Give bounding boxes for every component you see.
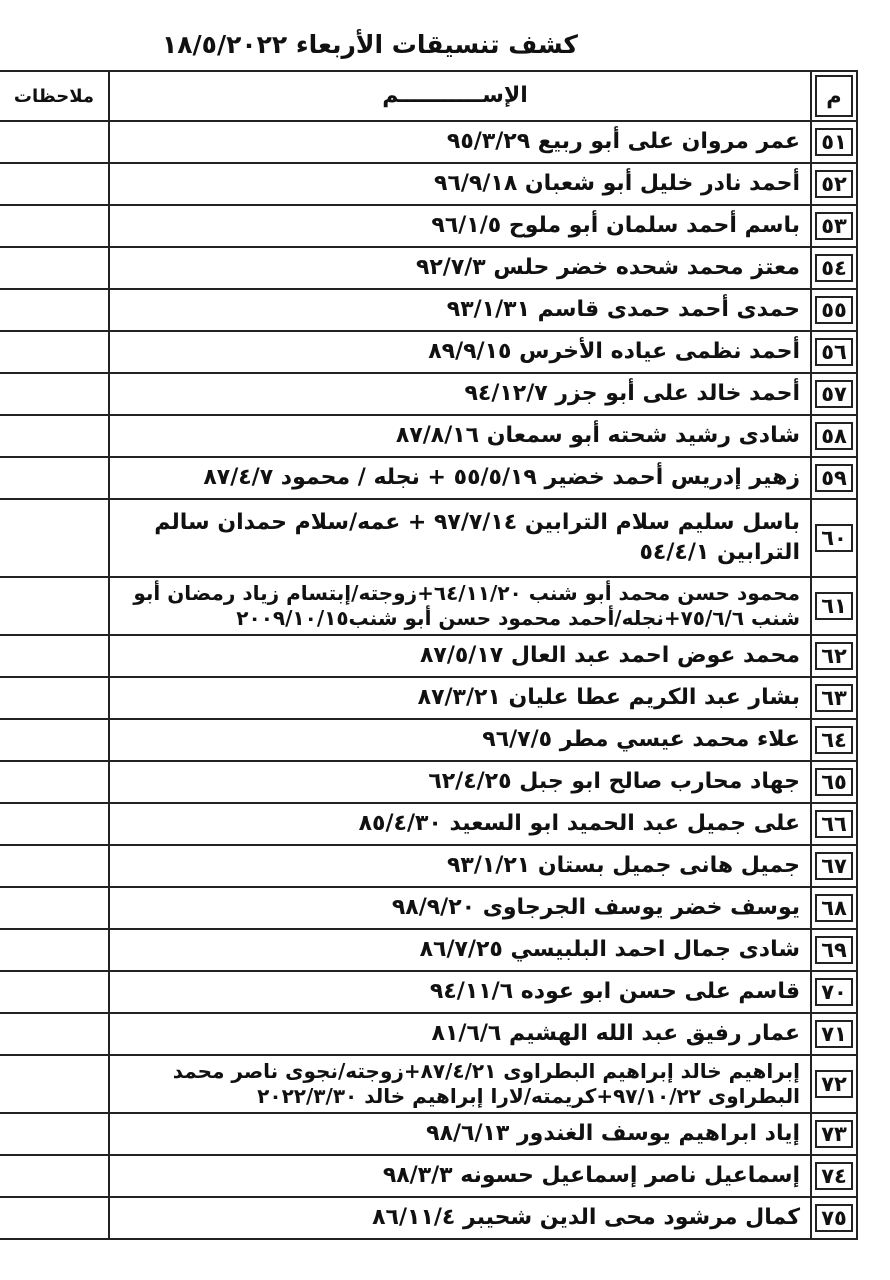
row-number: ٥٩ [811,457,857,499]
row-notes [0,971,109,1013]
row-name: أحمد نظمى عياده الأخرس ٨٩/٩/١٥ [109,331,811,373]
row-notes [0,121,109,163]
row-notes [0,677,109,719]
row-number: ٦١ [811,577,857,635]
row-notes [0,577,109,635]
row-name: معتز محمد شحده خضر حلس ٩٢/٧/٣ [109,247,811,289]
header-name: الإســـــــــــم [109,71,811,121]
table-row [0,499,857,577]
row-notes [0,205,109,247]
row-notes [0,803,109,845]
row-notes [0,163,109,205]
row-number: ٦٦ [811,803,857,845]
row-number: ٦٨ [811,887,857,929]
row-name: بشار عبد الكريم عطا عليان ٨٧/٣/٢١ [109,677,811,719]
table-row [0,331,857,373]
row-notes [0,929,109,971]
table-row [0,761,857,803]
row-number: ٧١ [811,1013,857,1055]
row-number: ٧٣ [811,1113,857,1155]
row-name: يوسف خضر يوسف الجرجاوى ٩٨/٩/٢٠ [109,887,811,929]
row-number: ٥٢ [811,163,857,205]
table-row [0,887,857,929]
table-row [0,845,857,887]
row-notes [0,415,109,457]
row-number: ٧٢ [811,1055,857,1113]
row-number: ٥١ [811,121,857,163]
row-notes [0,1055,109,1113]
row-name: باسل سليم سلام الترابين ٩٧/٧/١٤ + عمه/سلام حمدان سالم الترابين ٥٤/٤/١ [109,499,811,577]
row-notes [0,635,109,677]
row-notes [0,845,109,887]
table-row [0,121,857,163]
row-number: ٦٩ [811,929,857,971]
table-row [0,1055,857,1113]
row-name: حمدى أحمد حمدى قاسم ٩٣/١/٣١ [109,289,811,331]
row-notes [0,761,109,803]
row-number: ٦٤ [811,719,857,761]
row-name: عمر مروان على أبو ربيع ٩٥/٣/٢٩ [109,121,811,163]
table-row [0,457,857,499]
table-body [0,121,857,1239]
table-row [0,677,857,719]
table-row [0,205,857,247]
row-number: ٥٨ [811,415,857,457]
table-row [0,1013,857,1055]
row-number: ٥٣ [811,205,857,247]
row-name: إياد ابراهيم يوسف الغندور ٩٨/٦/١٣ [109,1113,811,1155]
row-notes [0,289,109,331]
table-row [0,719,857,761]
row-name: أحمد نادر خليل أبو شعبان ٩٦/٩/١٨ [109,163,811,205]
table-row [0,803,857,845]
row-number: ٦٠ [811,499,857,577]
row-name: كمال مرشود محى الدين شحيبر ٨٦/١١/٤ [109,1197,811,1239]
page-title: كشف تنسيقات الأربعاء ١٨/٥/٢٠٢٢ [162,30,578,59]
row-notes [0,1113,109,1155]
row-notes [0,247,109,289]
table-row [0,247,857,289]
header-notes: ملاحظات [0,71,109,121]
row-number: ٧٠ [811,971,857,1013]
row-number: ٥٧ [811,373,857,415]
names-table [0,70,858,1240]
row-notes [0,1155,109,1197]
table-row [0,415,857,457]
row-name: جميل هانى جميل بستان ٩٣/١/٢١ [109,845,811,887]
table-row [0,1113,857,1155]
row-name: زهير إدريس أحمد خضير ٥٥/٥/١٩ + نجله / محمود ٨٧/٤/٧ [109,457,811,499]
row-number: ٧٥ [811,1197,857,1239]
row-number: ٧٤ [811,1155,857,1197]
row-number: ٥٥ [811,289,857,331]
row-number: ٥٤ [811,247,857,289]
row-name: محمد عوض احمد عبد العال ٨٧/٥/١٧ [109,635,811,677]
row-name: شادى جمال احمد البلبيسي ٨٦/٧/٢٥ [109,929,811,971]
row-name: قاسم على حسن ابو عوده ٩٤/١١/٦ [109,971,811,1013]
row-notes [0,1197,109,1239]
row-name: على جميل عبد الحميد ابو السعيد ٨٥/٤/٣٠ [109,803,811,845]
row-number: ٦٢ [811,635,857,677]
row-name: إبراهيم خالد إبراهيم البطراوى ٨٧/٤/٢١+زوجته/نجوى ناصر محمد البطراوى ٩٧/١٠/٢٢+كريمته/لارا إبراهيم خالد ٢٠٢٢/٣/٣٠ [109,1055,811,1113]
row-notes [0,457,109,499]
row-name: جهاد محارب صالح ابو جبل ٦٢/٤/٢٥ [109,761,811,803]
row-name: باسم أحمد سلمان أبو ملوح ٩٦/١/٥ [109,205,811,247]
table-row [0,289,857,331]
row-notes [0,887,109,929]
table-row [0,971,857,1013]
row-notes [0,719,109,761]
row-number: ٦٣ [811,677,857,719]
row-name: إسماعيل ناصر إسماعيل حسونه ٩٨/٣/٣ [109,1155,811,1197]
table-row [0,163,857,205]
table-row [0,635,857,677]
row-notes [0,373,109,415]
row-name: علاء محمد عيسي مطر ٩٦/٧/٥ [109,719,811,761]
row-name: عمار رفيق عبد الله الهشيم ٨١/٦/٦ [109,1013,811,1055]
row-notes [0,331,109,373]
table-row [0,1155,857,1197]
row-name: شادى رشيد شحته أبو سمعان ٨٧/٨/١٦ [109,415,811,457]
header-num: م [811,71,857,121]
table-row [0,577,857,635]
row-number: ٥٦ [811,331,857,373]
table-row [0,373,857,415]
row-name: أحمد خالد على أبو جزر ٩٤/١٢/٧ [109,373,811,415]
table-row [0,929,857,971]
row-number: ٦٥ [811,761,857,803]
table-header-row [0,71,857,121]
row-number: ٦٧ [811,845,857,887]
row-name: محمود حسن محمد أبو شنب ٦٤/١١/٢٠+زوجته/إبتسام زياد رمضان أبو شنب ٧٥/٦/٦+نجله/أحمد محمود حسن أبو شنب٢٠٠٩/١٠/١٥ [109,577,811,635]
row-notes [0,1013,109,1055]
table-row [0,1197,857,1239]
row-notes [0,499,109,577]
